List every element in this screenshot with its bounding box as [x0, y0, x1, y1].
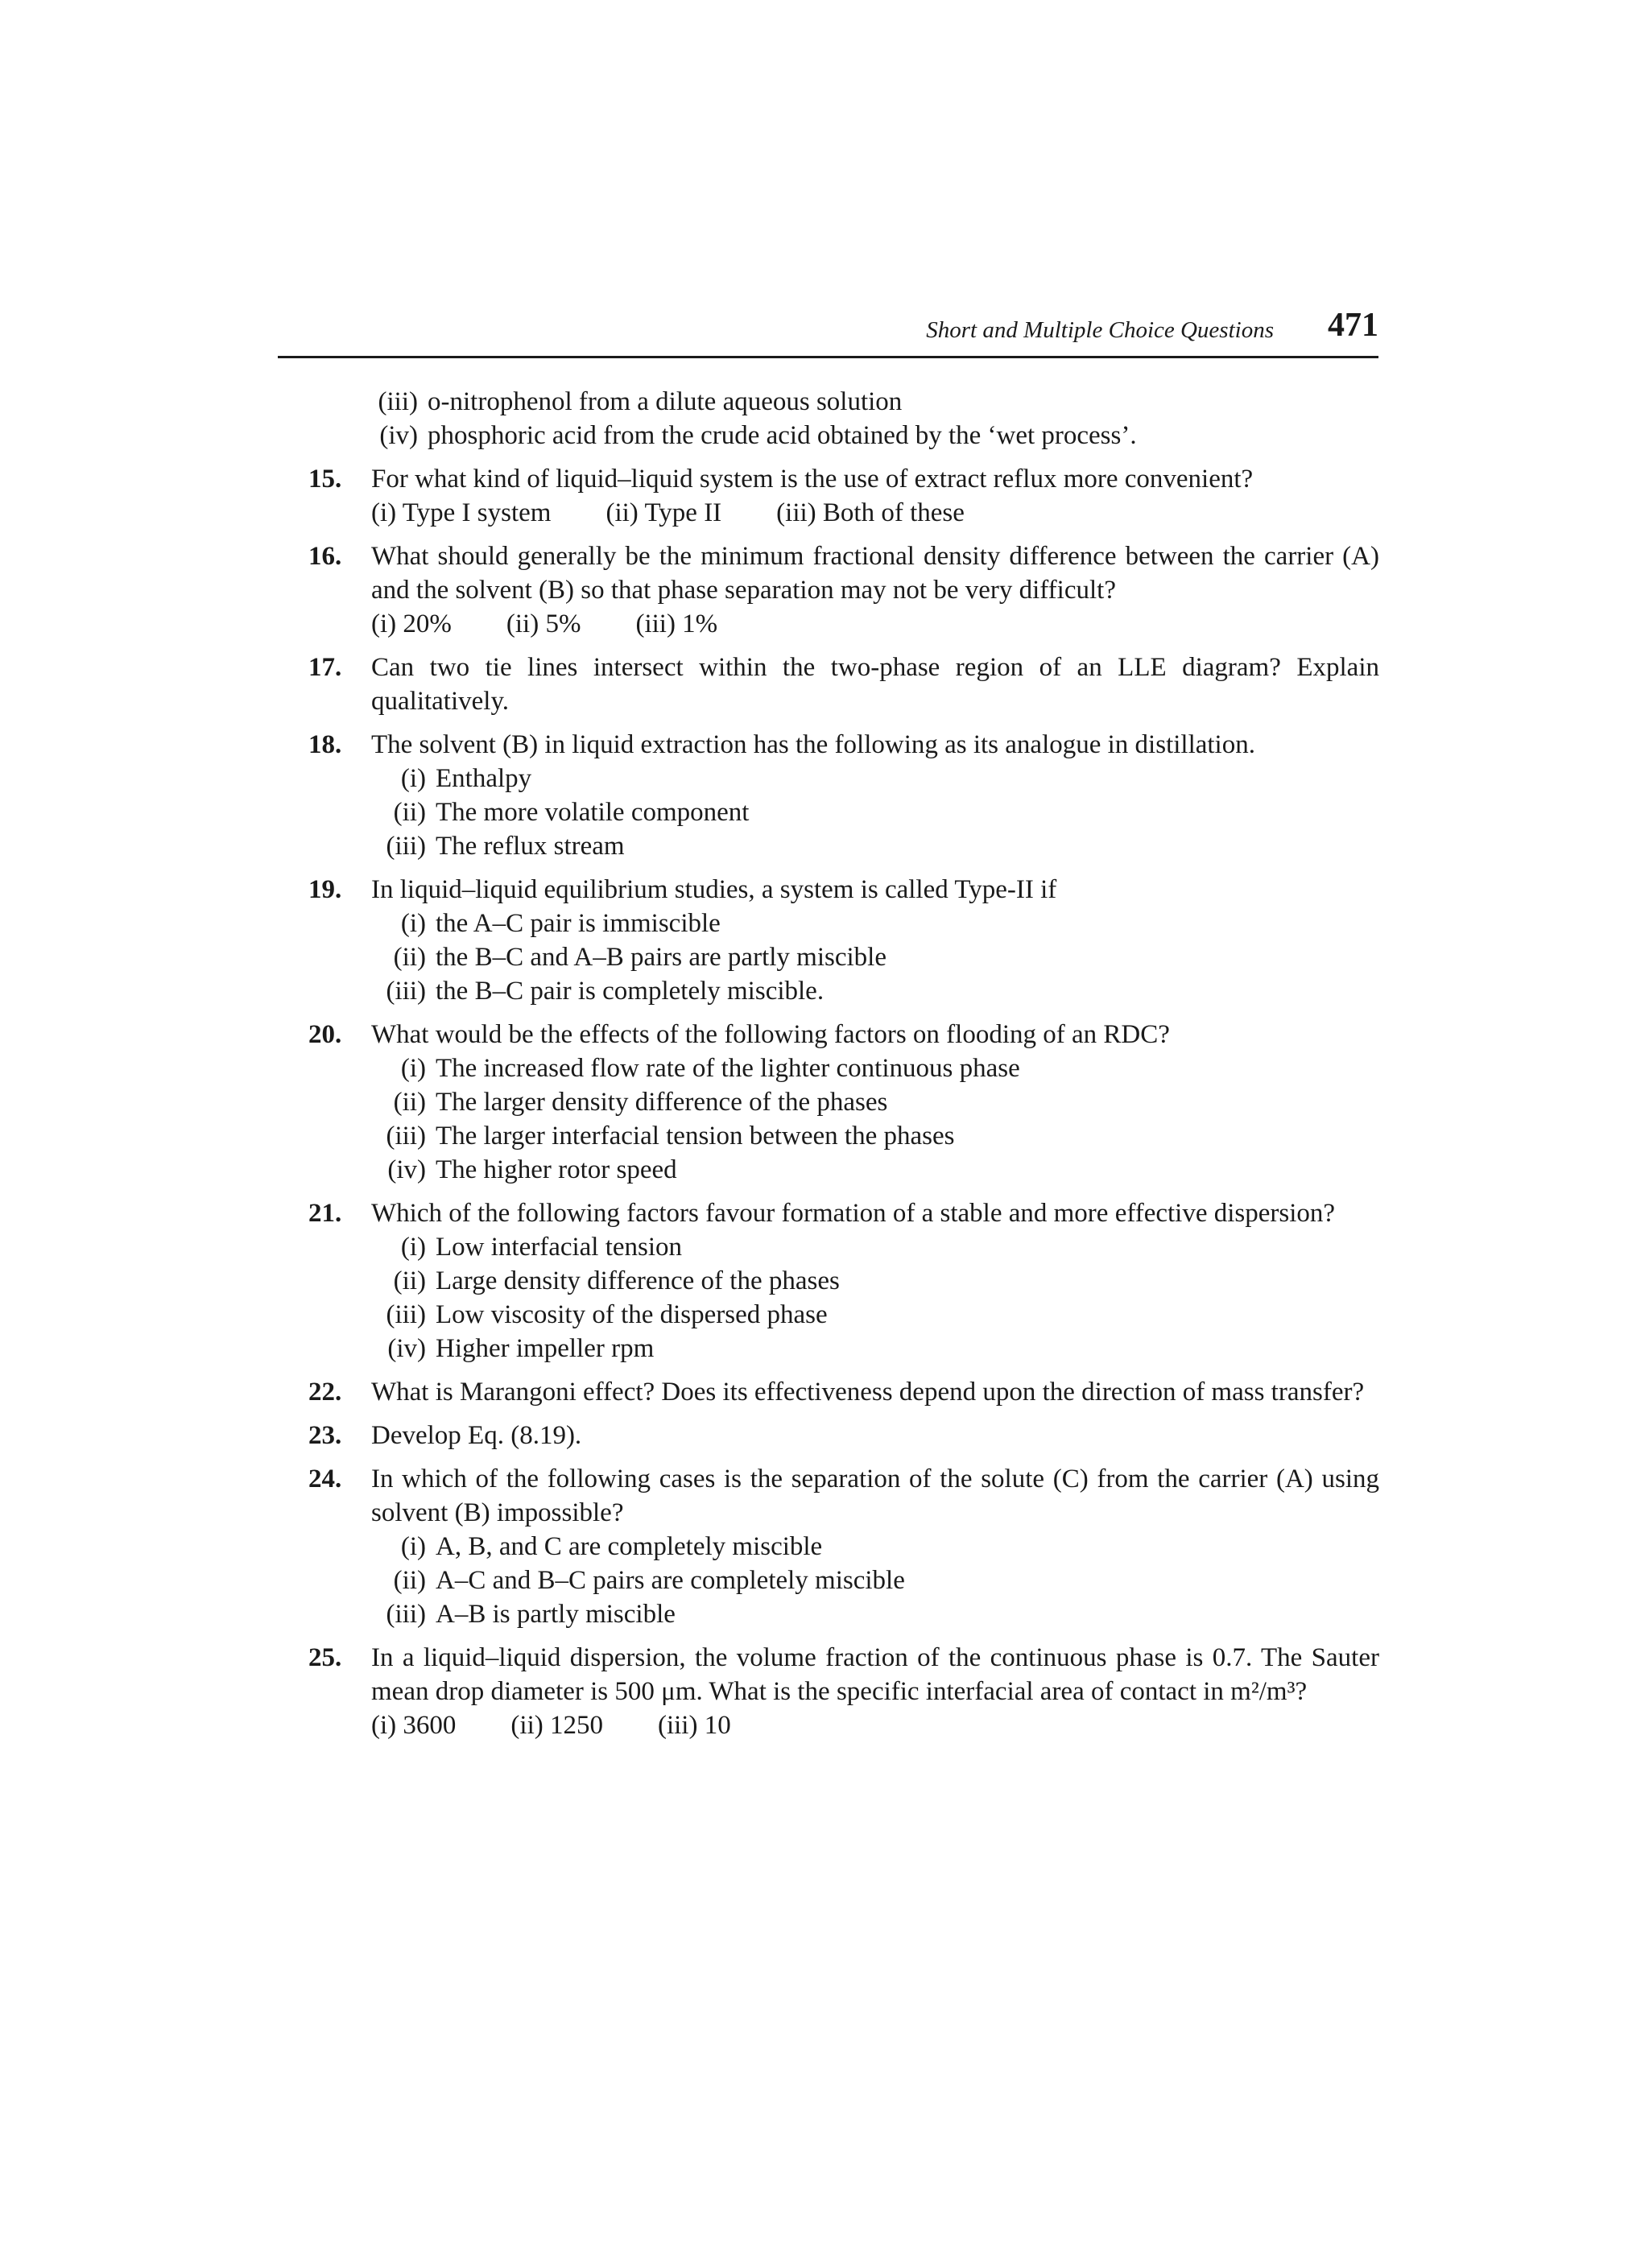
- question-number: 22.: [308, 1378, 342, 1407]
- inline-options: [371, 607, 1379, 641]
- question-number: 17.: [308, 653, 342, 682]
- option-label: (iii): [386, 832, 426, 861]
- option-item: (iii) 1%: [635, 609, 718, 638]
- question-number: 19.: [308, 875, 342, 904]
- option-label: (ii): [393, 1088, 426, 1117]
- option-text: A–B is partly miscible: [436, 1600, 676, 1629]
- option-label: (iii): [378, 387, 418, 416]
- option-text: the B–C pair is completely miscible.: [436, 977, 824, 1006]
- question-text: Can two tie lines intersect within the two-phase region of an LLE diagram? Explain qualitatively.: [371, 653, 1379, 716]
- option-text: A–C and B–C pairs are completely miscible: [436, 1566, 905, 1595]
- question-text: The solvent (B) in liquid extraction has the following as its analogue in distillation.: [371, 730, 1255, 759]
- option-item: [371, 1153, 1379, 1187]
- option-item: (ii) 1250: [510, 1711, 603, 1740]
- question-number: 24.: [308, 1464, 342, 1493]
- option-text: phosphoric acid from the crude acid obtained by the ‘wet process’.: [428, 421, 1137, 450]
- option-item: (i) 3600: [371, 1711, 457, 1740]
- question-list: [308, 385, 1379, 1742]
- option-item: [371, 1332, 1379, 1365]
- option-label: (iii): [386, 1600, 426, 1629]
- inline-options: [371, 1708, 1379, 1742]
- question-24: [308, 1462, 1379, 1631]
- option-text: The higher rotor speed: [436, 1155, 677, 1184]
- question-text: Which of the following factors favour formation of a stable and more effective dispersion?: [371, 1199, 1336, 1228]
- option-item: [371, 1119, 1379, 1153]
- option-item: [371, 1230, 1379, 1264]
- question-text: For what kind of liquid–liquid system is the use of extract reflux more convenient?: [371, 465, 1254, 494]
- question-number: 18.: [308, 730, 342, 759]
- option-item: [371, 762, 1379, 795]
- question-number: 21.: [308, 1199, 342, 1228]
- option-text: the B–C and A–B pairs are partly miscible: [436, 943, 886, 972]
- page-header: [278, 307, 1378, 358]
- option-item: [371, 795, 1379, 829]
- option-item: [371, 1597, 1379, 1631]
- option-label: (iv): [379, 421, 418, 450]
- option-text: Large density difference of the phases: [436, 1266, 840, 1295]
- option-label: (ii): [393, 1566, 426, 1595]
- question-17: [308, 651, 1379, 718]
- question-text: What would be the effects of the following factors on flooding of an RDC?: [371, 1020, 1170, 1049]
- option-text: the A–C pair is immiscible: [436, 909, 721, 938]
- option-item: [363, 385, 1379, 419]
- question-text: Develop Eq. (8.19).: [371, 1421, 582, 1450]
- option-label: (iii): [386, 1122, 426, 1151]
- continued-options: [308, 385, 1379, 452]
- option-item: [371, 829, 1379, 863]
- option-text: A, B, and C are completely miscible: [436, 1532, 823, 1561]
- option-label: (iv): [387, 1334, 426, 1363]
- option-item: [371, 907, 1379, 940]
- option-item: [371, 1051, 1379, 1085]
- question-number: 15.: [308, 465, 342, 494]
- question-22: [308, 1375, 1379, 1409]
- question-16: [308, 539, 1379, 641]
- option-label: (ii): [393, 943, 426, 972]
- option-label: (iii): [386, 1300, 426, 1329]
- inline-options: [371, 496, 1379, 530]
- running-title: Short and Multiple Choice Questions: [926, 317, 1274, 343]
- option-text: The reflux stream: [436, 832, 625, 861]
- option-label: (i): [400, 764, 426, 793]
- option-item: (ii) 5%: [506, 609, 581, 638]
- option-item: [371, 1264, 1379, 1298]
- question-text: What should generally be the minimum fractional density difference between the carrier (A) and the solvent (B) so that phase separation may not be very difficult?: [371, 542, 1379, 605]
- option-text: Low interfacial tension: [436, 1233, 683, 1262]
- question-text: In a liquid–liquid dispersion, the volume fraction of the continuous phase is 0.7. The Sauter mean drop diameter is 500 μm. What is the specific interfacial area of contact in m²/m³?: [371, 1643, 1379, 1706]
- question-number: 16.: [308, 542, 342, 571]
- question-number: 20.: [308, 1020, 342, 1049]
- question-20: [308, 1018, 1379, 1187]
- option-label: (i): [400, 909, 426, 938]
- option-item: [371, 940, 1379, 974]
- option-item: (i) Type I system: [371, 498, 552, 527]
- option-item: [371, 1530, 1379, 1564]
- page-number: 471: [1328, 307, 1378, 344]
- option-text: The larger density difference of the phases: [436, 1088, 888, 1117]
- option-text: Low viscosity of the dispersed phase: [436, 1300, 828, 1329]
- option-text: The increased flow rate of the lighter continuous phase: [436, 1054, 1020, 1083]
- option-item: [371, 1085, 1379, 1119]
- question-text: In which of the following cases is the separation of the solute (C) from the carrier (A) using solvent (B) impossible?: [371, 1464, 1379, 1527]
- option-text: The larger interfacial tension between the phases: [436, 1122, 955, 1151]
- question-25: [308, 1641, 1379, 1742]
- question-number: 25.: [308, 1643, 342, 1672]
- option-text: o-nitrophenol from a dilute aqueous solution: [428, 387, 903, 416]
- option-label: (ii): [393, 1266, 426, 1295]
- option-item: [371, 1564, 1379, 1597]
- question-19: [308, 873, 1379, 1008]
- question-18: [308, 728, 1379, 863]
- option-item: (iii) Both of these: [776, 498, 965, 527]
- option-label: (i): [400, 1233, 426, 1262]
- option-item: (ii) Type II: [605, 498, 722, 527]
- option-item: [371, 974, 1379, 1008]
- option-text: Enthalpy: [436, 764, 532, 793]
- question-15: [308, 462, 1379, 530]
- option-text: Higher impeller rpm: [436, 1334, 655, 1363]
- option-label: (i): [400, 1532, 426, 1561]
- option-item: (iii) 10: [657, 1711, 731, 1740]
- question-text: What is Marangoni effect? Does its effectiveness depend upon the direction of mass transfer?: [371, 1378, 1365, 1407]
- option-label: (i): [400, 1054, 426, 1083]
- question-23: [308, 1419, 1379, 1452]
- question-21: [308, 1196, 1379, 1365]
- option-label: (iii): [386, 977, 426, 1006]
- option-label: (ii): [393, 798, 426, 827]
- option-item: [371, 1298, 1379, 1332]
- option-label: (iv): [387, 1155, 426, 1184]
- option-item: [363, 419, 1379, 452]
- option-item: (i) 20%: [371, 609, 452, 638]
- question-number: 23.: [308, 1421, 342, 1450]
- question-text: In liquid–liquid equilibrium studies, a system is called Type-II if: [371, 875, 1057, 904]
- option-text: The more volatile component: [436, 798, 750, 827]
